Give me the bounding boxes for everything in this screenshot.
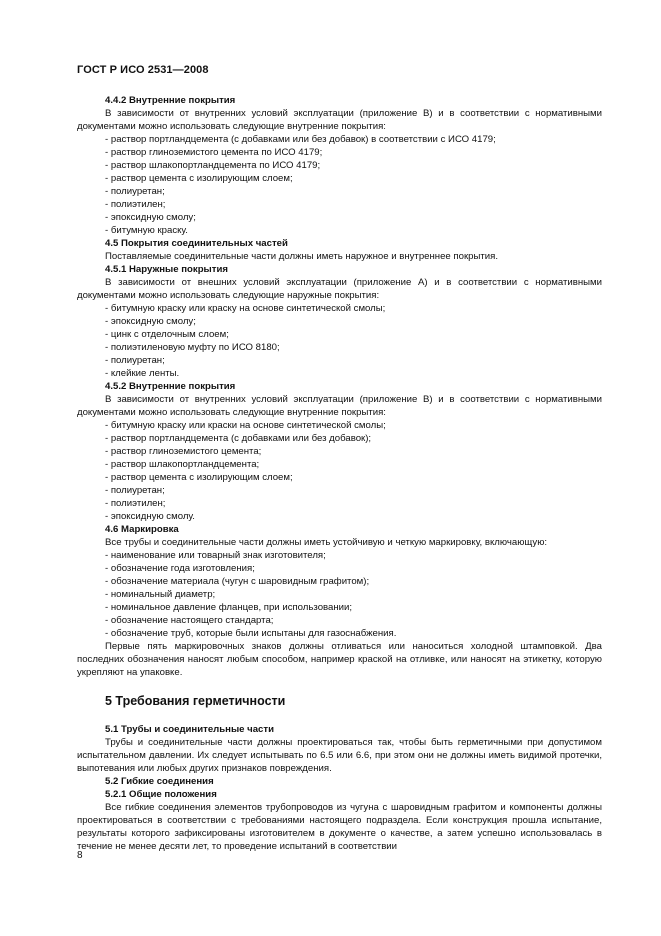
list-item: - эпоксидную смолу; xyxy=(105,316,196,327)
section-5-1-heading: 5.1 Трубы и соединительные части xyxy=(105,724,274,735)
section-5-2-heading: 5.2 Гибкие соединения xyxy=(105,776,214,787)
section-5-1-text: Трубы и соединительные части должны проектироваться так, чтобы быть герметичными при допустимом испытательном давлении. Их следует испытывать по 6.5 или 6.6, при этом они не должны иметь видимой протечки, выпотевания или любых других признаков повреждения. xyxy=(77,737,602,774)
section-4-6-outro: Первые пять маркировочных знаков должны отливаться или наноситься холодной штамповкой. Два последних обозначения наносят любым способом, например краской на отливке, или наносят на этикетку, которую укрепляют на упаковке. xyxy=(77,641,602,678)
list-item: - эпоксидную смолу; xyxy=(105,212,196,223)
list-item: - раствор портландцемента (с добавками или без добавок); xyxy=(105,433,372,444)
list-item: - раствор портландцемента (с добавками или без добавок) в соответствии с ИСО 4179; xyxy=(105,134,496,145)
list-item: - эпоксидную смолу. xyxy=(105,511,195,522)
list-item: - полиуретан; xyxy=(105,355,165,366)
section-4-6-intro: Все трубы и соединительные части должны иметь устойчивую и четкую маркировку, включающую: xyxy=(105,537,548,548)
list-item: - битумную краску или краски на основе синтетической смолы; xyxy=(105,420,386,431)
list-item: - номинальное давление фланцев, при использовании; xyxy=(105,602,353,613)
list-item: - раствор шлакопортландцемента; xyxy=(105,459,260,470)
section-4-5-2-heading: 4.5.2 Внутренние покрытия xyxy=(105,381,236,392)
list-item: - клейкие ленты. xyxy=(105,368,180,379)
section-4-5-heading: 4.5 Покрытия соединительных частей xyxy=(105,238,288,249)
list-item: - раствор цемента с изолирующим слоем; xyxy=(105,173,293,184)
list-item: - битумную краску. xyxy=(105,225,188,236)
list-item: - цинк с отделочным слоем; xyxy=(105,329,229,340)
list-item: - раствор цемента с изолирующим слоем; xyxy=(105,472,293,483)
section-4-6-heading: 4.6 Маркировка xyxy=(105,524,179,535)
section-4-5-2-intro: В зависимости от внутренних условий эксплуатации (приложение В) и в соответствии с нормативными документами можно использовать следующие внутренние покрытия: xyxy=(77,394,602,418)
section-5-2-1-heading: 5.2.1 Общие положения xyxy=(105,789,217,800)
list-item: - обозначение настоящего стандарта; xyxy=(105,615,274,626)
list-item: - обозначение года изготовления; xyxy=(105,563,255,574)
page-number: 8 xyxy=(77,850,83,861)
list-item: - обозначение труб, которые были испытаны для газоснабжения. xyxy=(105,628,397,639)
list-item: - полиуретан; xyxy=(105,186,165,197)
list-item: - раствор глиноземистого цемента по ИСО 4179; xyxy=(105,147,323,158)
list-item: - полиэтилен; xyxy=(105,199,166,210)
list-item: - раствор глиноземистого цемента; xyxy=(105,446,262,457)
list-item: - полиуретан; xyxy=(105,485,165,496)
document-header: ГОСТ Р ИСО 2531—2008 xyxy=(77,64,209,76)
section-4-5-text: Поставляемые соединительные части должны иметь наружное и внутреннее покрытия. xyxy=(105,251,499,262)
list-item: - наименование или товарный знак изготовителя; xyxy=(105,550,326,561)
section-4-4-2-heading: 4.4.2 Внутренние покрытия xyxy=(105,95,236,106)
list-item: - битумную краску или краску на основе синтетической смолы; xyxy=(105,303,386,314)
list-item: - обозначение материала (чугун с шаровидным графитом); xyxy=(105,576,370,587)
section-4-5-1-intro: В зависимости от внешних условий эксплуатации (приложение А) и в соответствии с нормативными документами можно использовать следующие наружные покрытия: xyxy=(77,277,602,301)
section-4-5-1-heading: 4.5.1 Наружные покрытия xyxy=(105,264,228,275)
section-4-4-2-intro: В зависимости от внутренних условий эксплуатации (приложение В) и в соответствии с нормативными документами можно использовать следующие внутренние покрытия: xyxy=(77,108,602,132)
list-item: - полиэтилен; xyxy=(105,498,166,509)
document-body xyxy=(77,94,602,853)
list-item: - номинальный диаметр; xyxy=(105,589,216,600)
list-item: - раствор шлакопортландцемента по ИСО 4179; xyxy=(105,160,321,171)
section-5-title: 5 Требования герметичности xyxy=(105,694,286,708)
list-item: - полиэтиленовую муфту по ИСО 8180; xyxy=(105,342,280,353)
section-5-2-1-text: Все гибкие соединения элементов трубопроводов из чугуна с шаровидным графитом и компоненты должны проектироваться в соответствии с требованиями настоящего подраздела. Если конструкция прошла испытание, результаты которого зафиксированы изготовителем в документе о качестве, а затем успешно использовалась в течение не менее десяти лет, то проведение испытаний в соответствии xyxy=(77,802,602,852)
